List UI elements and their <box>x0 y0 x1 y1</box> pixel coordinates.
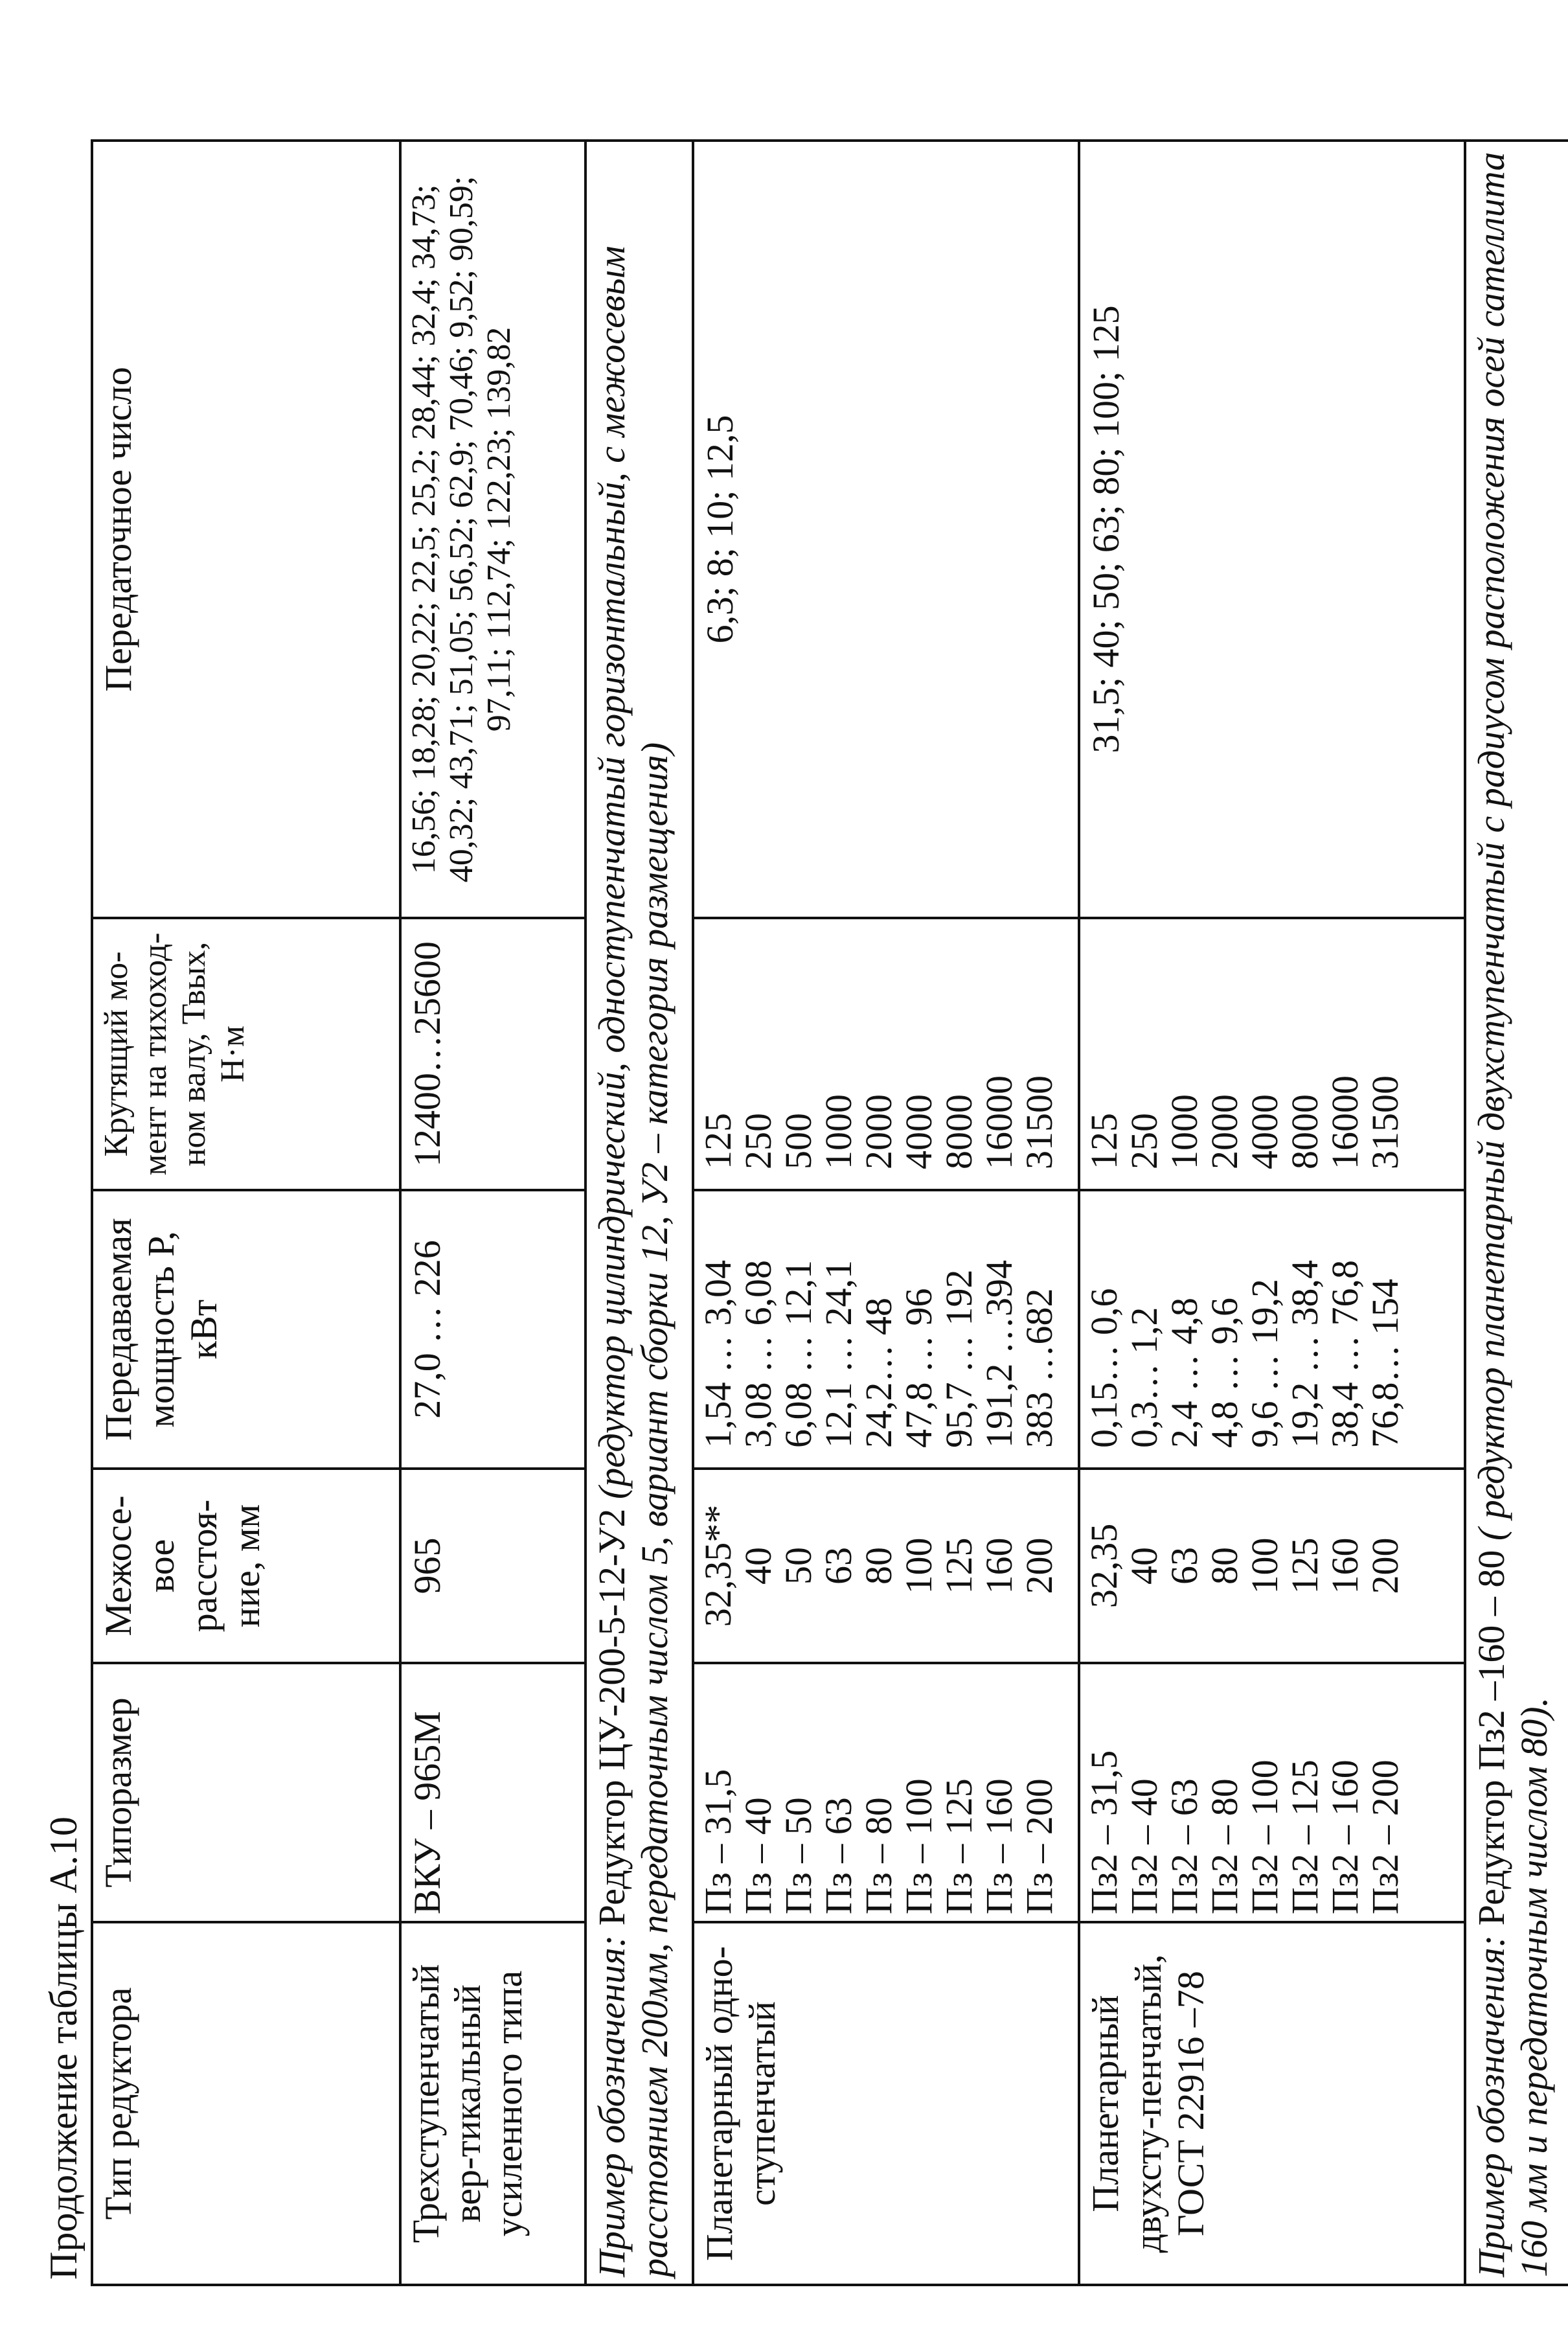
distance-item: 32,35 <box>1083 1523 1125 1609</box>
size-item: Пз – 100 <box>898 1778 940 1914</box>
distance-item: 200 <box>1018 1537 1060 1594</box>
reducer-table <box>91 139 1568 2286</box>
torque-item: 31500 <box>1018 1075 1060 1169</box>
planetary-1-ratio: 6,3; 8; 10; 12,5 <box>693 141 1079 918</box>
size-item: Пз – 80 <box>858 1797 900 1914</box>
planetary-2-sizes <box>1079 1663 1465 1922</box>
power-item: 9,6 … 19,2 <box>1244 1279 1286 1448</box>
power-item: 383 …682 <box>1018 1288 1060 1448</box>
torque-item: 8000 <box>938 1094 980 1169</box>
size-item: Пз – 63 <box>817 1797 859 1914</box>
size-item: Пз2 – 125 <box>1284 1760 1326 1914</box>
size-item: Пз – 125 <box>938 1778 980 1914</box>
vku-size: ВКУ – 965М <box>400 1663 585 1922</box>
torque-item: 4000 <box>898 1094 940 1169</box>
power-item: 3,08 … 6,08 <box>737 1260 779 1448</box>
size-item: Пз – 160 <box>978 1778 1020 1914</box>
distance-item: 125 <box>938 1537 980 1594</box>
power-item: 4,8 … 9,6 <box>1203 1298 1245 1448</box>
size-item: Пз2 – 160 <box>1324 1760 1366 1914</box>
distance-item: 40 <box>1123 1547 1165 1585</box>
table-row-planetary-2 <box>1079 141 1465 2285</box>
example-2-text: ( редуктор планетарный двухступенчатый с радиусом расположения осей сателлита 160 мм и передаточным числом 80). <box>1470 152 1555 2277</box>
header-ratio: Передаточное число <box>92 141 400 918</box>
example-2 <box>1465 141 1568 2285</box>
power-item: 38,4 … 76,8 <box>1324 1260 1366 1448</box>
torque-item: 125 <box>697 1113 739 1169</box>
vku-power: 27,0 … 226 <box>400 1190 585 1469</box>
header-row <box>92 141 400 2285</box>
torque-item: 4000 <box>1244 1094 1286 1169</box>
torque-item: 16000 <box>978 1075 1020 1169</box>
table-row-planetary-1 <box>693 141 1079 2285</box>
example-2-prefix: Пример обозначения: <box>1470 1934 1512 2277</box>
size-item: Пз2 – 40 <box>1123 1778 1165 1914</box>
vku-ratio: 16,56; 18,28; 20,22; 22,5; 25,2; 28,44; 32,4; 34,73; 40,32; 43,71; 51,05; 56,52; 62,9; 70,46; 9,52; 90,59; 97,11; 112,74; 122,23; 139,82 <box>400 141 585 918</box>
size-item: Пз2 – 100 <box>1244 1760 1286 1914</box>
planetary-2-ratio: 31,5; 40; 50; 63; 80; 100; 125 <box>1079 141 1465 918</box>
vku-torque: 12400…25600 <box>400 918 585 1190</box>
distance-item: 160 <box>978 1537 1020 1594</box>
example-1-prefix: Пример обозначения: <box>591 1934 633 2277</box>
power-item: 0,3… 1,2 <box>1123 1307 1165 1448</box>
torque-item: 250 <box>1123 1113 1165 1169</box>
vku-type: Трехступенчатый вер-тикальный усиленного типа <box>400 1922 585 2285</box>
torque-item: 2000 <box>1203 1094 1245 1169</box>
distance-item: 200 <box>1364 1537 1406 1594</box>
distance-item: 63 <box>1163 1547 1205 1585</box>
power-item: 1,54 … 3,04 <box>697 1260 739 1448</box>
torque-item: 250 <box>737 1113 779 1169</box>
planetary-1-torques <box>693 918 1079 1190</box>
distance-item: 125 <box>1284 1537 1326 1594</box>
planetary-1-sizes <box>693 1663 1079 1922</box>
planetary-2-powers <box>1079 1190 1465 1469</box>
torque-item: 16000 <box>1324 1075 1366 1169</box>
power-item: 6,08 … 12,1 <box>777 1260 819 1448</box>
header-power: Передаваемая мощность Р, кВт <box>92 1190 400 1469</box>
header-size: Типоразмер <box>92 1663 400 1922</box>
distance-item: 80 <box>858 1547 900 1585</box>
table-row-vku <box>400 141 585 2285</box>
distance-item: 100 <box>898 1537 940 1594</box>
torque-item: 31500 <box>1364 1075 1406 1169</box>
power-item: 2,4 … 4,8 <box>1163 1298 1205 1448</box>
torque-item: 500 <box>777 1113 819 1169</box>
example-row-2 <box>1465 141 1568 2285</box>
size-item: Пз2 – 63 <box>1163 1778 1205 1914</box>
header-torque: Крутящий мо-мент на тихоход-ном валу, Твых, Н·м <box>92 918 400 1190</box>
example-1 <box>585 141 693 2285</box>
size-item: Пз – 50 <box>777 1797 819 1914</box>
size-item: Пз2 – 31,5 <box>1083 1750 1125 1914</box>
vku-distance: 965 <box>400 1469 585 1663</box>
example-1-code: Редуктор ЦУ-200-5-12-У2 <box>591 1508 633 1926</box>
distance-item: 50 <box>777 1547 819 1585</box>
torque-item: 1000 <box>1163 1094 1205 1169</box>
planetary-1-powers <box>693 1190 1079 1469</box>
header-distance: Межосе-вое расстоя-ние, мм <box>92 1469 400 1663</box>
distance-item: 63 <box>817 1547 859 1585</box>
planetary-1-distances <box>693 1469 1079 1663</box>
distance-item: 160 <box>1324 1537 1366 1594</box>
distance-item: 40 <box>737 1547 779 1585</box>
power-item: 0,15… 0,6 <box>1083 1288 1125 1448</box>
torque-item: 1000 <box>817 1094 859 1169</box>
planetary-2-distances <box>1079 1469 1465 1663</box>
size-item: Пз – 40 <box>737 1797 779 1914</box>
header-type: Тип редуктора <box>92 1922 400 2285</box>
power-item: 24,2… 48 <box>858 1298 900 1448</box>
power-item: 19,2 … 38,4 <box>1284 1260 1326 1448</box>
power-item: 47,8 … 96 <box>898 1288 940 1448</box>
distance-item: 100 <box>1244 1537 1286 1594</box>
planetary-2-torques <box>1079 918 1465 1190</box>
torque-item: 125 <box>1083 1113 1125 1169</box>
distance-item: 80 <box>1203 1547 1245 1585</box>
example-1-text: (редуктор цилиндрический, одноступенчатый горизонтальный, с межосевым расстоянием 200мм, передаточным числом 5, вариант сборки 12, У2 – категория размещения) <box>591 246 676 2277</box>
planetary-2-type: Планетарный двухсту-пенчатый, ГОСТ 22916 –78 <box>1079 1922 1465 2285</box>
power-item: 76,8… 154 <box>1364 1279 1406 1448</box>
distance-item: 32,35** <box>697 1504 739 1627</box>
torque-item: 2000 <box>858 1094 900 1169</box>
torque-item: 8000 <box>1284 1094 1326 1169</box>
planetary-1-type: Планетарный одно-ступенчатый <box>693 1922 1079 2285</box>
example-row-1 <box>585 141 693 2285</box>
power-item: 95,7 … 192 <box>938 1269 980 1448</box>
example-2-code: Редуктор Пз2 –160 – 80 <box>1470 1550 1512 1926</box>
power-item: 191,2 …394 <box>978 1260 1020 1448</box>
size-item: Пз – 200 <box>1018 1778 1060 1914</box>
power-item: 12,1 … 24,1 <box>817 1260 859 1448</box>
table-caption: Продолжение таблицы А.10 <box>42 1817 85 2280</box>
size-item: Пз – 31,5 <box>697 1769 739 1914</box>
size-item: Пз2 – 200 <box>1364 1760 1406 1914</box>
size-item: Пз2 – 80 <box>1203 1778 1245 1914</box>
